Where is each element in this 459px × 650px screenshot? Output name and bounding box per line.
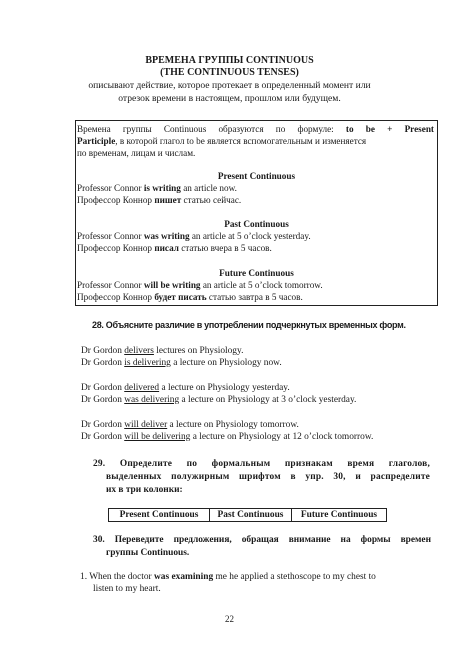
rule-intro-line1: Времена группы Continuous образуются по формуле: to be + Present	[77, 124, 434, 134]
section-title-english: (THE CONTINUOUS TENSES)	[160, 67, 299, 78]
future-example-en: Professor Connor will be writing an article at 5 o’clock tomorrow.	[77, 280, 323, 290]
present-example-en: Professor Connor is writing an article now.	[77, 183, 237, 193]
section-description-line2: отрезок времени в настоящем, прошлом или будущем.	[118, 93, 341, 104]
exercise-29-line3: их в три колонки:	[106, 485, 183, 495]
rule-intro-line2: Participle, в которой глагол to be является вспомогательным и изменяется	[77, 136, 367, 146]
exercise-28-sentence-1: Dr Gordon delivers lectures on Physiology.	[81, 346, 244, 356]
future-example-ru: Профессор Коннор будет писать статью завтра в 5 часов.	[77, 292, 303, 302]
exercise-30-item-1-cont: listen to my heart.	[93, 584, 161, 594]
exercise-28-sentence-2: Dr Gordon is delivering a lecture on Physiology now.	[81, 358, 282, 368]
exercise-28-sentence-6: Dr Gordon will be delivering a lecture on Physiology at 12 o’clock tomorrow.	[81, 432, 374, 442]
exercise-29-line1: 29. Определите по формальным признакам время глаголов,	[93, 459, 430, 469]
present-continuous-heading: Present Continuous	[217, 171, 296, 181]
exercise-30-line1: 30. Переведите предложения, обращая внимание на формы времен	[93, 535, 431, 545]
column-past-continuous: Past Continuous	[209, 509, 291, 521]
exercise-28-heading: 28. Объясните различие в употреблении подчеркнутых временных форм.	[92, 320, 406, 330]
exercise-28-sentence-4: Dr Gordon was delivering a lecture on Physiology at 3 o’clock yesterday.	[81, 395, 357, 405]
column-present-continuous: Present Continuous	[119, 510, 199, 520]
past-continuous-heading: Past Continuous	[224, 219, 289, 229]
past-example-en: Professor Connor was writing an article at 5 o’clock yesterday.	[77, 231, 311, 241]
exercise-29-line2: выделенных полужирным шрифтом в упр. 30, и распределите	[106, 472, 430, 482]
exercise-28-sentence-3: Dr Gordon delivered a lecture on Physiology yesterday.	[81, 383, 290, 393]
future-continuous-heading: Future Continuous	[219, 268, 294, 278]
section-title: ВРЕМЕНА ГРУППЫ CONTINUOUS	[145, 55, 314, 66]
page-number: 22	[225, 614, 234, 624]
rule-intro-line3: по временам, лицам и числам.	[77, 148, 196, 158]
section-description-line1: описывают действие, которое протекает в определенный момент или	[88, 80, 371, 91]
present-example-ru: Профессор Коннор пишет статью сейчас.	[77, 195, 242, 205]
tense-columns-table	[108, 508, 387, 522]
exercise-28-sentence-5: Dr Gordon will deliver a lecture on Physiology tomorrow.	[81, 420, 299, 430]
past-example-ru: Профессор Коннор писал статью вчера в 5 часов.	[77, 243, 272, 253]
exercise-30-line2: группы Continuous.	[106, 548, 190, 558]
column-future-continuous: Future Continuous	[291, 509, 386, 521]
exercise-30-item-1: 1. When the doctor was examining me he applied a stethoscope to my chest to	[80, 572, 376, 582]
